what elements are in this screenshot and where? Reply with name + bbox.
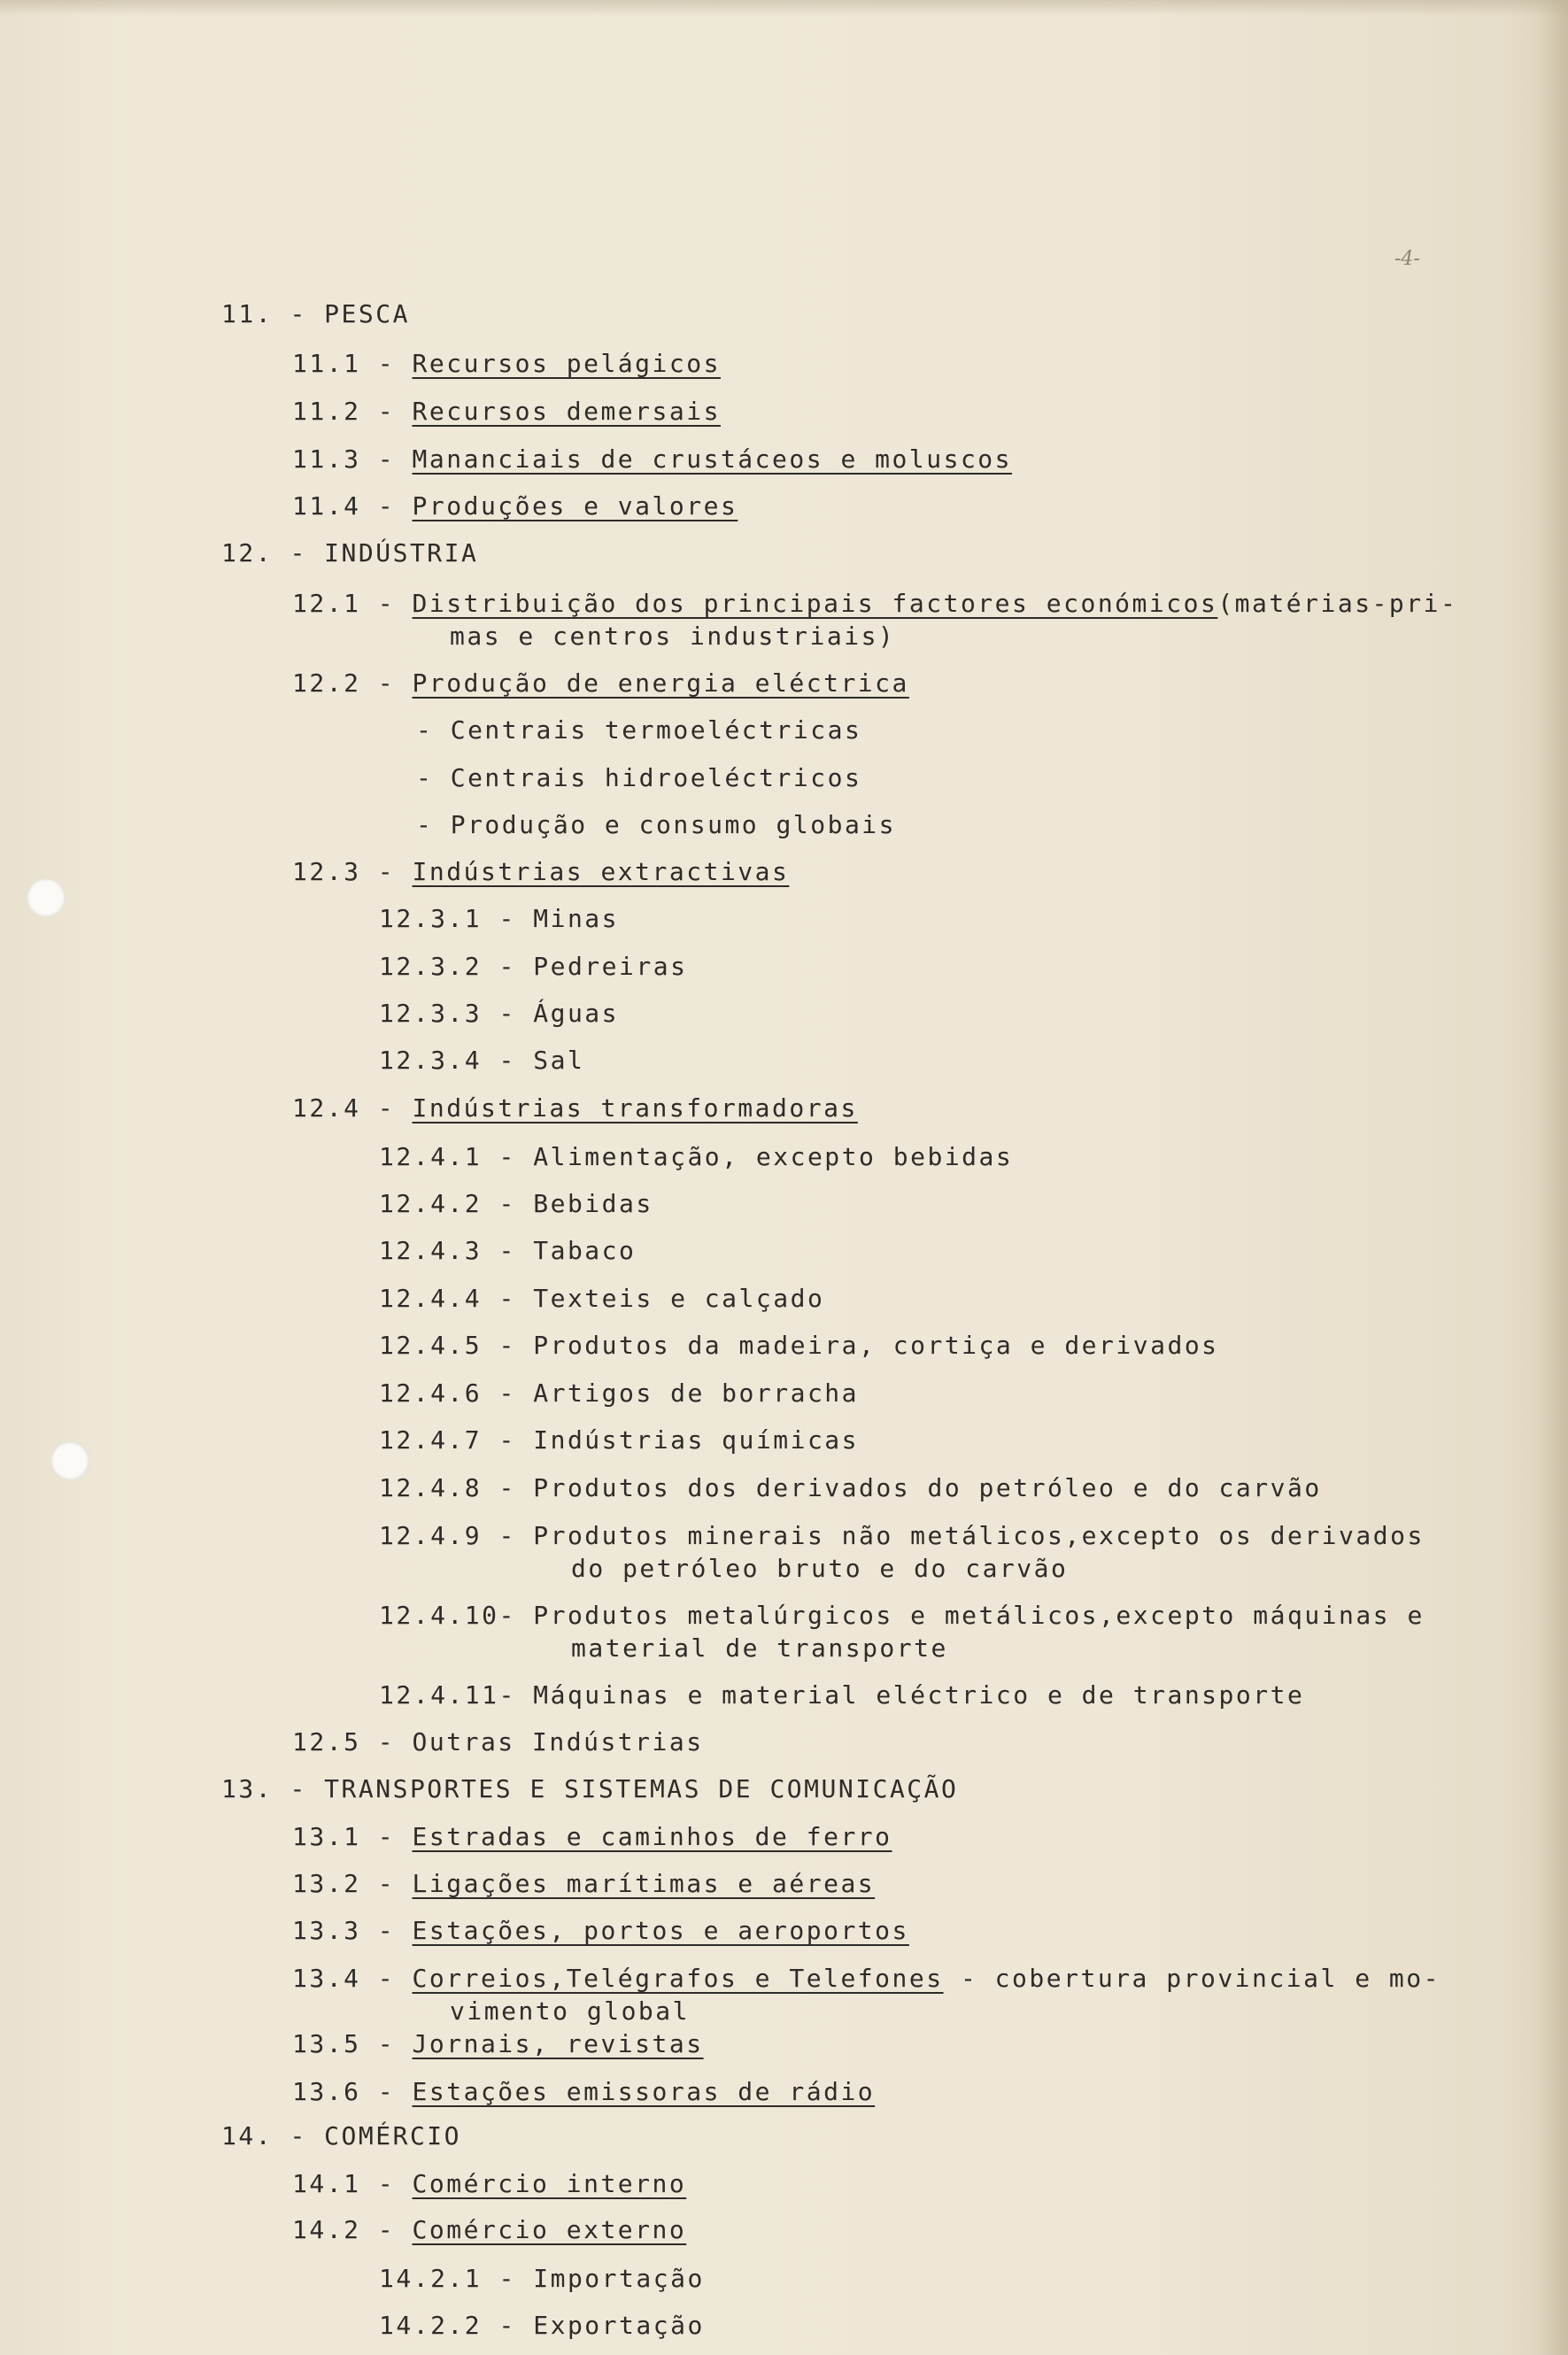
item-title: Bebidas bbox=[533, 1189, 653, 1218]
outline-item bbox=[416, 810, 896, 840]
outline-item bbox=[292, 589, 1457, 619]
item-title: Produção e consumo globais bbox=[450, 810, 897, 839]
item-dash: - bbox=[498, 952, 516, 981]
item-number: 14.1 bbox=[292, 2169, 361, 2198]
item-number: 12.5 bbox=[292, 1727, 361, 1757]
item-dash: - bbox=[377, 589, 396, 618]
item-title: Indústrias químicas bbox=[533, 1425, 860, 1455]
item-number: 12.4.11 bbox=[379, 1680, 499, 1710]
item-number: 14.2 bbox=[292, 2215, 361, 2244]
outline-item bbox=[379, 1236, 636, 1266]
item-dash: - bbox=[377, 1964, 396, 1993]
item-title: Indústrias extractivas bbox=[412, 857, 790, 886]
page-right-shadow bbox=[1538, 0, 1568, 2355]
item-title: Estações emissoras de rádio bbox=[412, 2077, 876, 2106]
item-number: 12.4.7 bbox=[379, 1425, 483, 1455]
item-dash: - bbox=[290, 1774, 307, 1803]
outline-item bbox=[379, 904, 619, 934]
outline-item bbox=[379, 1601, 1425, 1631]
outline-item bbox=[379, 1378, 859, 1409]
outline-item bbox=[416, 763, 861, 793]
outline-item bbox=[379, 1189, 653, 1219]
item-title: Artigos de borracha bbox=[533, 1378, 860, 1408]
outline-item bbox=[292, 1093, 858, 1123]
section-heading bbox=[221, 299, 410, 329]
outline-item bbox=[292, 349, 721, 379]
item-dash: - bbox=[498, 1425, 516, 1455]
outline-item bbox=[292, 1869, 875, 1899]
outline-item bbox=[292, 1964, 1441, 1994]
item-title: Indústrias transformadoras bbox=[412, 1093, 858, 1123]
item-dash: - bbox=[416, 763, 434, 792]
item-dash: - bbox=[498, 2264, 516, 2293]
item-number: 11.1 bbox=[292, 349, 361, 378]
item-dash: - bbox=[377, 1869, 396, 1898]
section-heading bbox=[221, 2121, 461, 2151]
item-dash: - bbox=[498, 999, 516, 1028]
item-title: Mananciais de crustáceos e moluscos bbox=[412, 444, 1013, 474]
item-title: Estações, portos e aeroportos bbox=[412, 1916, 909, 1945]
item-title: Exportação bbox=[533, 2311, 705, 2340]
continuation-line: mas e centros industriais) bbox=[450, 622, 896, 651]
item-number: 12.2 bbox=[292, 668, 361, 698]
item-number: 12.4.10 bbox=[379, 1601, 499, 1630]
item-dash: - bbox=[290, 299, 307, 328]
page-number-mark: -4- bbox=[1394, 248, 1420, 270]
item-title: PESCA bbox=[324, 299, 410, 328]
outline-item bbox=[292, 2029, 704, 2059]
item-title: Alimentação, excepto bebidas bbox=[533, 1142, 1014, 1171]
outline-item bbox=[379, 1284, 824, 1314]
continuation-line: do petróleo bruto e do carvão bbox=[571, 1554, 1069, 1583]
item-title: Estradas e caminhos de ferro bbox=[412, 1822, 892, 1851]
item-dash: - bbox=[377, 1916, 396, 1945]
item-title: TRANSPORTES E SISTEMAS DE COMUNICAÇÃO bbox=[324, 1774, 959, 1803]
item-title: Sal bbox=[533, 1046, 585, 1075]
item-dash: - bbox=[377, 397, 396, 426]
item-number: 12.4.4 bbox=[379, 1284, 483, 1313]
item-title: Produtos metalúrgicos e metálicos,excepto máquinas e bbox=[533, 1601, 1425, 1630]
item-dash: - bbox=[377, 2215, 396, 2244]
page-top-shadow bbox=[0, 0, 1568, 16]
item-title: Máquinas e material eléctrico e de transporte bbox=[533, 1680, 1305, 1710]
item-dash: - bbox=[377, 857, 396, 886]
item-dash: - bbox=[498, 1680, 516, 1710]
outline-item bbox=[292, 857, 789, 887]
item-title: Recursos pelágicos bbox=[412, 349, 721, 378]
item-number: 14. bbox=[221, 2121, 274, 2150]
item-title: Centrais termoeléctricas bbox=[450, 715, 862, 745]
continuation-line: material de transporte bbox=[571, 1633, 948, 1663]
item-dash: - bbox=[498, 1046, 516, 1075]
item-dash: - bbox=[498, 1378, 516, 1408]
item-title-tail: - cobertura provincial e mo- bbox=[943, 1964, 1441, 1993]
item-number: 13. bbox=[221, 1774, 274, 1803]
item-number: 13.3 bbox=[292, 1916, 361, 1945]
item-number: 12.4.3 bbox=[379, 1236, 483, 1265]
item-title: Produtos dos derivados do petróleo e do carvão bbox=[533, 1473, 1322, 1502]
item-title: INDÚSTRIA bbox=[324, 538, 479, 568]
item-number: 13.1 bbox=[292, 1822, 361, 1851]
outline-item bbox=[379, 1331, 1219, 1361]
item-number: 14.2.2 bbox=[379, 2311, 483, 2340]
item-dash: - bbox=[498, 1331, 516, 1360]
item-dash: - bbox=[498, 1473, 516, 1502]
item-number: 11.3 bbox=[292, 444, 361, 474]
item-number: 12.3 bbox=[292, 857, 361, 886]
item-title: Importação bbox=[533, 2264, 705, 2293]
item-number: 11.2 bbox=[292, 397, 361, 426]
item-title: Distribuição dos principais factores económicos bbox=[412, 589, 1218, 618]
outline-item bbox=[292, 1916, 909, 1946]
item-title: Recursos demersais bbox=[412, 397, 721, 426]
item-dash: - bbox=[377, 1727, 396, 1757]
item-dash: - bbox=[377, 668, 396, 698]
punch-hole-upper bbox=[27, 878, 66, 917]
item-number: 13.6 bbox=[292, 2077, 361, 2106]
item-dash: - bbox=[416, 715, 434, 745]
item-title: Produções e valores bbox=[412, 491, 738, 521]
item-title: Ligações marítimas e aéreas bbox=[412, 1869, 876, 1898]
item-dash: - bbox=[377, 491, 396, 521]
item-dash: - bbox=[498, 1189, 516, 1218]
item-number: 13.2 bbox=[292, 1869, 361, 1898]
item-number: 12.4.5 bbox=[379, 1331, 483, 1360]
item-title: Comércio interno bbox=[412, 2169, 687, 2198]
outline-item bbox=[379, 1521, 1425, 1551]
item-number: 12.3.2 bbox=[379, 952, 483, 981]
outline-item bbox=[292, 2077, 875, 2107]
item-dash: - bbox=[498, 1521, 516, 1550]
item-dash: - bbox=[377, 444, 396, 474]
item-dash: - bbox=[377, 349, 396, 378]
item-number: 12.4 bbox=[292, 1093, 361, 1123]
item-title: Outras Indústrias bbox=[412, 1727, 704, 1757]
item-title: Comércio externo bbox=[412, 2215, 687, 2244]
item-number: 14.2.1 bbox=[379, 2264, 483, 2293]
outline-item bbox=[292, 397, 721, 427]
outline-item bbox=[292, 1727, 704, 1757]
item-dash: - bbox=[377, 1093, 396, 1123]
outline-item bbox=[292, 444, 1012, 475]
item-number: 11.4 bbox=[292, 491, 361, 521]
outline-item bbox=[379, 2311, 705, 2341]
item-title: Produtos minerais não metálicos,excepto os derivados bbox=[533, 1521, 1425, 1550]
outline-item bbox=[379, 1473, 1322, 1503]
item-number: 12.4.1 bbox=[379, 1142, 483, 1171]
item-dash: - bbox=[498, 1236, 516, 1265]
item-dash: - bbox=[377, 2029, 396, 2058]
outline-item bbox=[416, 715, 861, 745]
section-heading bbox=[221, 538, 478, 568]
continuation-line: vimento global bbox=[450, 1996, 691, 2026]
item-dash: - bbox=[498, 1284, 516, 1313]
item-dash: - bbox=[377, 2077, 396, 2106]
item-title: Produção de energia eléctrica bbox=[412, 668, 909, 698]
outline-item bbox=[379, 2264, 705, 2294]
item-number: 12. bbox=[221, 538, 274, 568]
item-title: Texteis e calçado bbox=[533, 1284, 825, 1313]
item-title: Pedreiras bbox=[533, 952, 688, 981]
item-dash: - bbox=[498, 1142, 516, 1171]
item-dash: - bbox=[377, 1822, 396, 1851]
item-dash: - bbox=[290, 538, 307, 568]
item-title: Produtos da madeira, cortiça e derivados bbox=[533, 1331, 1219, 1360]
item-dash: - bbox=[498, 2311, 516, 2340]
item-title-tail: (matérias-pri- bbox=[1217, 589, 1458, 618]
outline-item bbox=[379, 1142, 1013, 1172]
outline-item bbox=[292, 668, 909, 699]
item-number: 12.4.2 bbox=[379, 1189, 483, 1218]
item-number: 11. bbox=[221, 299, 274, 328]
item-number: 12.3.3 bbox=[379, 999, 483, 1028]
punch-hole-lower bbox=[50, 1441, 89, 1480]
item-number: 12.1 bbox=[292, 589, 361, 618]
item-title: Jornais, revistas bbox=[412, 2029, 704, 2058]
outline-item bbox=[292, 491, 738, 521]
outline-item bbox=[292, 2215, 686, 2245]
item-dash: - bbox=[416, 810, 434, 839]
outline-item bbox=[379, 1046, 584, 1076]
item-number: 13.5 bbox=[292, 2029, 361, 2058]
item-title: Águas bbox=[533, 999, 620, 1028]
item-dash: - bbox=[290, 2121, 307, 2150]
section-heading bbox=[221, 1774, 958, 1804]
item-title: Correios,Telégrafos e Telefones bbox=[412, 1964, 944, 1993]
item-title: Centrais hidroeléctricos bbox=[450, 763, 862, 792]
item-title: Minas bbox=[533, 904, 620, 933]
item-title: COMÉRCIO bbox=[324, 2121, 462, 2150]
item-number: 12.3.4 bbox=[379, 1046, 483, 1075]
item-number: 12.4.8 bbox=[379, 1473, 483, 1502]
item-number: 13.4 bbox=[292, 1964, 361, 1993]
item-number: 12.4.9 bbox=[379, 1521, 483, 1550]
item-title: Tabaco bbox=[533, 1236, 637, 1265]
item-dash: - bbox=[377, 2169, 396, 2198]
item-number: 12.3.1 bbox=[379, 904, 483, 933]
outline-item bbox=[379, 1425, 859, 1455]
outline-item bbox=[292, 2169, 686, 2199]
item-dash: - bbox=[498, 1601, 516, 1630]
outline-item bbox=[379, 952, 687, 982]
outline-item bbox=[379, 1680, 1304, 1710]
item-dash: - bbox=[498, 904, 516, 933]
item-number: 12.4.6 bbox=[379, 1378, 483, 1408]
outline-item bbox=[292, 1822, 892, 1852]
outline-item bbox=[379, 999, 619, 1029]
